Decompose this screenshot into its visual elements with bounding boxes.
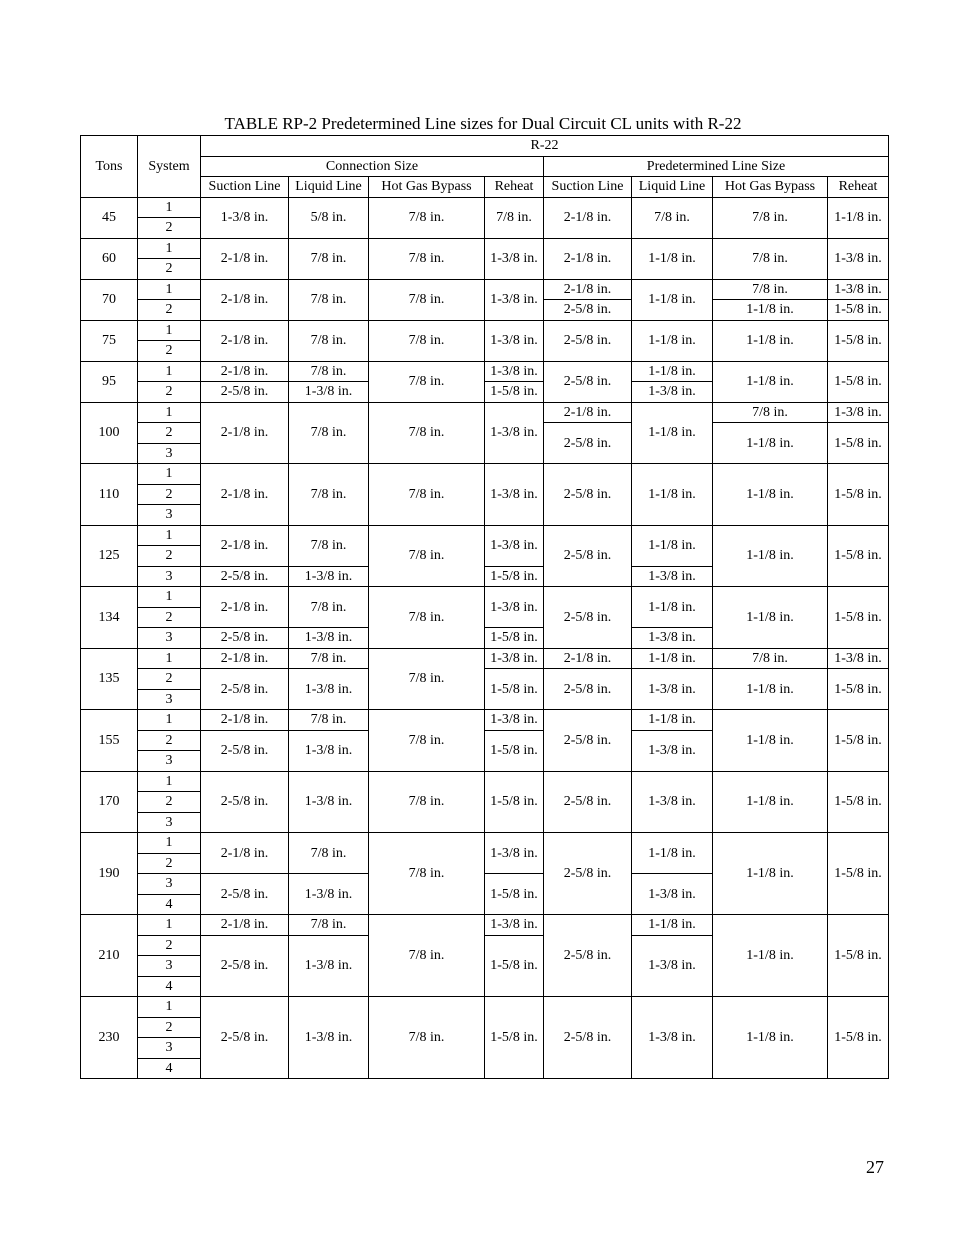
header-connection-size: Connection Size [201, 156, 544, 177]
table-cell: 1-5/8 in. [828, 915, 889, 997]
system-cell: 1 [138, 279, 201, 300]
table-cell: 1-3/8 in. [632, 874, 713, 915]
column-header: Suction Line [201, 177, 289, 198]
table-cell: 1-5/8 in. [485, 935, 544, 997]
table-cell: 2-5/8 in. [544, 833, 632, 915]
page-number: 27 [866, 1157, 884, 1177]
table-cell: 1-3/8 in. [485, 833, 544, 874]
table-cell: 2-1/8 in. [201, 648, 289, 669]
table-cell: 1-1/8 in. [713, 525, 828, 587]
table-cell: 1-3/8 in. [828, 402, 889, 423]
system-cell: 2 [138, 218, 201, 239]
table-cell: 2-5/8 in. [544, 915, 632, 997]
system-cell: 3 [138, 689, 201, 710]
system-cell: 2 [138, 1017, 201, 1038]
table-cell: 1-5/8 in. [828, 997, 889, 1079]
table-cell: 1-3/8 in. [485, 710, 544, 731]
table-cell: 7/8 in. [713, 197, 828, 238]
line-size-table [80, 135, 889, 1079]
system-cell: 2 [138, 792, 201, 813]
table-cell: 1-3/8 in. [828, 238, 889, 279]
table-cell: 1-3/8 in. [485, 402, 544, 464]
column-header: Suction Line [544, 177, 632, 198]
tons-cell: 210 [81, 915, 138, 997]
table-cell: 2-1/8 in. [544, 197, 632, 238]
table-cell: 2-5/8 in. [544, 423, 632, 464]
column-header: Reheat [485, 177, 544, 198]
tons-cell: 95 [81, 361, 138, 402]
table-cell: 2-1/8 in. [201, 710, 289, 731]
table-cell: 1-3/8 in. [289, 382, 369, 403]
table-cell: 7/8 in. [369, 710, 485, 772]
table-cell: 7/8 in. [369, 361, 485, 402]
table-cell: 1-3/8 in. [289, 935, 369, 997]
table-cell: 1-3/8 in. [632, 935, 713, 997]
table-row [81, 464, 889, 485]
table-cell: 1-1/8 in. [828, 197, 889, 238]
table-cell: 7/8 in. [289, 587, 369, 628]
table-cell: 1-5/8 in. [828, 361, 889, 402]
table-cell: 1-1/8 in. [713, 300, 828, 321]
table-cell: 1-5/8 in. [828, 464, 889, 526]
table-cell: 7/8 in. [289, 833, 369, 874]
table-cell: 2-5/8 in. [544, 710, 632, 772]
system-cell: 2 [138, 669, 201, 690]
table-cell: 1-5/8 in. [485, 997, 544, 1079]
table-cell: 7/8 in. [369, 915, 485, 997]
column-header: Hot Gas Bypass [713, 177, 828, 198]
table-cell: 1-1/8 in. [632, 361, 713, 382]
table-cell: 1-1/8 in. [632, 915, 713, 936]
system-cell: 2 [138, 935, 201, 956]
system-cell: 1 [138, 771, 201, 792]
table-cell: 1-3/8 in. [828, 648, 889, 669]
table-cell: 1-1/8 in. [632, 402, 713, 464]
tons-cell: 125 [81, 525, 138, 587]
table-cell: 1-3/8 in. [289, 771, 369, 833]
table-cell: 1-1/8 in. [632, 833, 713, 874]
system-cell: 2 [138, 382, 201, 403]
table-cell: 2-5/8 in. [544, 300, 632, 321]
table-cell: 7/8 in. [713, 238, 828, 279]
table-cell: 1-3/8 in. [828, 279, 889, 300]
table-cell: 2-5/8 in. [201, 669, 289, 710]
table-cell: 2-5/8 in. [201, 771, 289, 833]
table-cell: 2-5/8 in. [201, 382, 289, 403]
table-cell: 1-3/8 in. [289, 874, 369, 915]
system-cell: 3 [138, 874, 201, 895]
table-cell: 1-3/8 in. [485, 915, 544, 936]
table-cell: 1-3/8 in. [289, 730, 369, 771]
table-cell: 7/8 in. [289, 320, 369, 361]
table-cell: 1-5/8 in. [828, 525, 889, 587]
tons-cell: 135 [81, 648, 138, 710]
table-cell: 1-1/8 in. [632, 320, 713, 361]
system-cell: 2 [138, 259, 201, 280]
table-cell: 7/8 in. [369, 238, 485, 279]
table-cell: 1-1/8 in. [713, 669, 828, 710]
table-cell: 7/8 in. [289, 525, 369, 566]
system-cell: 2 [138, 341, 201, 362]
system-cell: 1 [138, 238, 201, 259]
table-cell: 1-3/8 in. [485, 525, 544, 566]
table-cell: 7/8 in. [289, 279, 369, 320]
system-cell: 1 [138, 915, 201, 936]
table-cell: 2-1/8 in. [201, 587, 289, 628]
table-cell: 5/8 in. [289, 197, 369, 238]
table-cell: 1-5/8 in. [828, 771, 889, 833]
table-cell: 1-3/8 in. [485, 238, 544, 279]
table-cell: 1-3/8 in. [289, 628, 369, 649]
table-row [81, 587, 889, 608]
table-cell: 2-5/8 in. [201, 566, 289, 587]
table-cell: 2-5/8 in. [544, 320, 632, 361]
system-cell: 1 [138, 587, 201, 608]
table-cell: 1-5/8 in. [828, 300, 889, 321]
table-cell: 2-1/8 in. [201, 279, 289, 320]
system-cell: 2 [138, 423, 201, 444]
table-cell: 2-1/8 in. [544, 648, 632, 669]
table-cell: 2-1/8 in. [201, 320, 289, 361]
table-cell: 1-3/8 in. [632, 997, 713, 1079]
table-cell: 1-3/8 in. [485, 648, 544, 669]
system-cell: 2 [138, 484, 201, 505]
table-row [81, 402, 889, 423]
table-cell: 2-5/8 in. [544, 361, 632, 402]
table-cell: 7/8 in. [369, 197, 485, 238]
table-cell: 2-1/8 in. [201, 915, 289, 936]
system-cell: 2 [138, 853, 201, 874]
column-header: Liquid Line [632, 177, 713, 198]
table-cell: 1-5/8 in. [828, 320, 889, 361]
table-cell: 1-1/8 in. [713, 361, 828, 402]
table-cell: 1-3/8 in. [289, 997, 369, 1079]
table-cell: 1-5/8 in. [485, 730, 544, 771]
table-cell: 2-5/8 in. [544, 587, 632, 649]
system-cell: 2 [138, 730, 201, 751]
system-cell: 3 [138, 1038, 201, 1059]
header-refrigerant: R-22 [201, 136, 889, 157]
column-header: Hot Gas Bypass [369, 177, 485, 198]
system-cell: 3 [138, 505, 201, 526]
table-cell: 1-1/8 in. [632, 279, 713, 320]
table-cell: 7/8 in. [369, 464, 485, 526]
column-header: Liquid Line [289, 177, 369, 198]
table-cell: 2-5/8 in. [201, 628, 289, 649]
table-cell: 1-3/8 in. [632, 669, 713, 710]
table-cell: 2-1/8 in. [201, 238, 289, 279]
tons-cell: 190 [81, 833, 138, 915]
system-cell: 1 [138, 402, 201, 423]
table-cell: 1-1/8 in. [632, 238, 713, 279]
table-cell: 1-1/8 in. [632, 525, 713, 566]
table-cell: 2-5/8 in. [544, 669, 632, 710]
system-cell: 3 [138, 443, 201, 464]
header-row [81, 156, 889, 177]
table-cell: 1-3/8 in. [201, 197, 289, 238]
table-cell: 1-1/8 in. [713, 915, 828, 997]
table-cell: 1-1/8 in. [713, 997, 828, 1079]
table-row [81, 915, 889, 936]
system-cell: 1 [138, 197, 201, 218]
table-cell: 1-1/8 in. [713, 423, 828, 464]
header-row [81, 177, 889, 198]
table-cell: 7/8 in. [289, 402, 369, 464]
tons-cell: 45 [81, 197, 138, 238]
table-cell: 2-5/8 in. [544, 997, 632, 1079]
table-row [81, 238, 889, 259]
system-cell: 1 [138, 320, 201, 341]
table-cell: 2-1/8 in. [201, 361, 289, 382]
table-cell: 2-1/8 in. [544, 279, 632, 300]
system-cell: 4 [138, 894, 201, 915]
table-cell: 2-5/8 in. [201, 935, 289, 997]
table-cell: 1-3/8 in. [632, 382, 713, 403]
table-cell: 1-3/8 in. [632, 771, 713, 833]
table-cell: 1-1/8 in. [713, 771, 828, 833]
table-cell: 1-5/8 in. [485, 628, 544, 649]
table-cell: 1-3/8 in. [485, 279, 544, 320]
table-cell: 2-5/8 in. [201, 874, 289, 915]
table-cell: 2-1/8 in. [201, 402, 289, 464]
table-cell: 7/8 in. [485, 197, 544, 238]
table-cell: 1-3/8 in. [485, 587, 544, 628]
table-cell: 1-5/8 in. [485, 771, 544, 833]
table-cell: 1-3/8 in. [485, 464, 544, 526]
table-cell: 1-1/8 in. [632, 587, 713, 628]
system-cell: 4 [138, 976, 201, 997]
tons-cell: 100 [81, 402, 138, 464]
table-row [81, 197, 889, 218]
table-cell: 1-5/8 in. [828, 423, 889, 464]
table-row [81, 279, 889, 300]
table-cell: 2-5/8 in. [544, 771, 632, 833]
table-cell: 1-1/8 in. [713, 587, 828, 649]
table-cell: 1-5/8 in. [828, 587, 889, 649]
table-row [81, 710, 889, 731]
table-cell: 1-1/8 in. [713, 464, 828, 526]
system-cell: 1 [138, 361, 201, 382]
table-cell: 7/8 in. [713, 402, 828, 423]
tons-cell: 155 [81, 710, 138, 772]
system-cell: 1 [138, 648, 201, 669]
table-row [81, 997, 889, 1018]
table-cell: 1-1/8 in. [713, 320, 828, 361]
system-cell: 1 [138, 833, 201, 854]
table-cell: 7/8 in. [369, 525, 485, 587]
table-cell: 7/8 in. [632, 197, 713, 238]
table-cell: 7/8 in. [289, 648, 369, 669]
table-cell: 1-5/8 in. [485, 382, 544, 403]
table-cell: 1-5/8 in. [485, 566, 544, 587]
table-row [81, 361, 889, 382]
table-row [81, 669, 889, 690]
system-cell: 3 [138, 628, 201, 649]
table-cell: 2-1/8 in. [201, 525, 289, 566]
table-cell: 7/8 in. [369, 320, 485, 361]
table-cell: 1-5/8 in. [828, 710, 889, 772]
table-cell: 1-1/8 in. [713, 710, 828, 772]
header-tons: Tons [81, 136, 138, 198]
tons-cell: 60 [81, 238, 138, 279]
table-cell: 1-1/8 in. [632, 464, 713, 526]
system-cell: 1 [138, 525, 201, 546]
table-cell: 1-1/8 in. [713, 833, 828, 915]
table-cell: 2-5/8 in. [201, 730, 289, 771]
system-cell: 2 [138, 607, 201, 628]
table-cell: 7/8 in. [289, 361, 369, 382]
table-cell: 1-3/8 in. [632, 566, 713, 587]
table-cell: 1-3/8 in. [485, 361, 544, 382]
table-cell: 7/8 in. [289, 238, 369, 279]
system-cell: 1 [138, 464, 201, 485]
tons-cell: 110 [81, 464, 138, 526]
tons-cell: 134 [81, 587, 138, 649]
table-cell: 2-5/8 in. [544, 464, 632, 526]
table-row [81, 771, 889, 792]
header-system: System [138, 136, 201, 198]
system-cell: 4 [138, 1058, 201, 1079]
table-cell: 7/8 in. [369, 997, 485, 1079]
table-title: TABLE RP-2 Predetermined Line sizes for Dual Circuit CL units with R-22 [224, 114, 742, 133]
table-cell: 1-1/8 in. [632, 710, 713, 731]
table-row [81, 648, 889, 669]
table-cell: 1-5/8 in. [828, 833, 889, 915]
table-cell: 2-5/8 in. [544, 525, 632, 587]
table-cell: 7/8 in. [713, 648, 828, 669]
tons-cell: 230 [81, 997, 138, 1079]
table-cell: 7/8 in. [369, 402, 485, 464]
table-cell: 1-5/8 in. [485, 669, 544, 710]
table-row [81, 833, 889, 854]
column-header: Reheat [828, 177, 889, 198]
table-cell: 7/8 in. [713, 279, 828, 300]
table-cell: 1-5/8 in. [485, 874, 544, 915]
table-cell: 7/8 in. [289, 464, 369, 526]
table-cell: 1-3/8 in. [289, 566, 369, 587]
table-cell: 7/8 in. [369, 648, 485, 710]
system-cell: 3 [138, 812, 201, 833]
table-cell: 1-3/8 in. [485, 320, 544, 361]
table-cell: 2-1/8 in. [544, 238, 632, 279]
system-cell: 3 [138, 751, 201, 772]
system-cell: 2 [138, 546, 201, 567]
table-cell: 2-1/8 in. [201, 464, 289, 526]
tons-cell: 170 [81, 771, 138, 833]
table-cell: 7/8 in. [369, 771, 485, 833]
system-cell: 1 [138, 710, 201, 731]
table-row [81, 525, 889, 546]
table-cell: 1-3/8 in. [632, 730, 713, 771]
system-cell: 3 [138, 956, 201, 977]
table-cell: 7/8 in. [369, 279, 485, 320]
system-cell: 1 [138, 997, 201, 1018]
table-cell: 1-3/8 in. [289, 669, 369, 710]
tons-cell: 70 [81, 279, 138, 320]
table-cell: 7/8 in. [369, 833, 485, 915]
table-cell: 2-1/8 in. [201, 833, 289, 874]
table-cell: 2-5/8 in. [201, 997, 289, 1079]
table-cell: 7/8 in. [369, 587, 485, 649]
system-cell: 3 [138, 566, 201, 587]
header-row [81, 136, 889, 157]
table-cell: 7/8 in. [289, 710, 369, 731]
table-cell: 1-1/8 in. [632, 648, 713, 669]
table-row [81, 320, 889, 341]
table-cell: 7/8 in. [289, 915, 369, 936]
table-cell: 1-3/8 in. [632, 628, 713, 649]
table-cell: 1-5/8 in. [828, 669, 889, 710]
table-cell: 2-1/8 in. [544, 402, 632, 423]
header-predetermined-line-size: Predetermined Line Size [544, 156, 889, 177]
tons-cell: 75 [81, 320, 138, 361]
system-cell: 2 [138, 300, 201, 321]
